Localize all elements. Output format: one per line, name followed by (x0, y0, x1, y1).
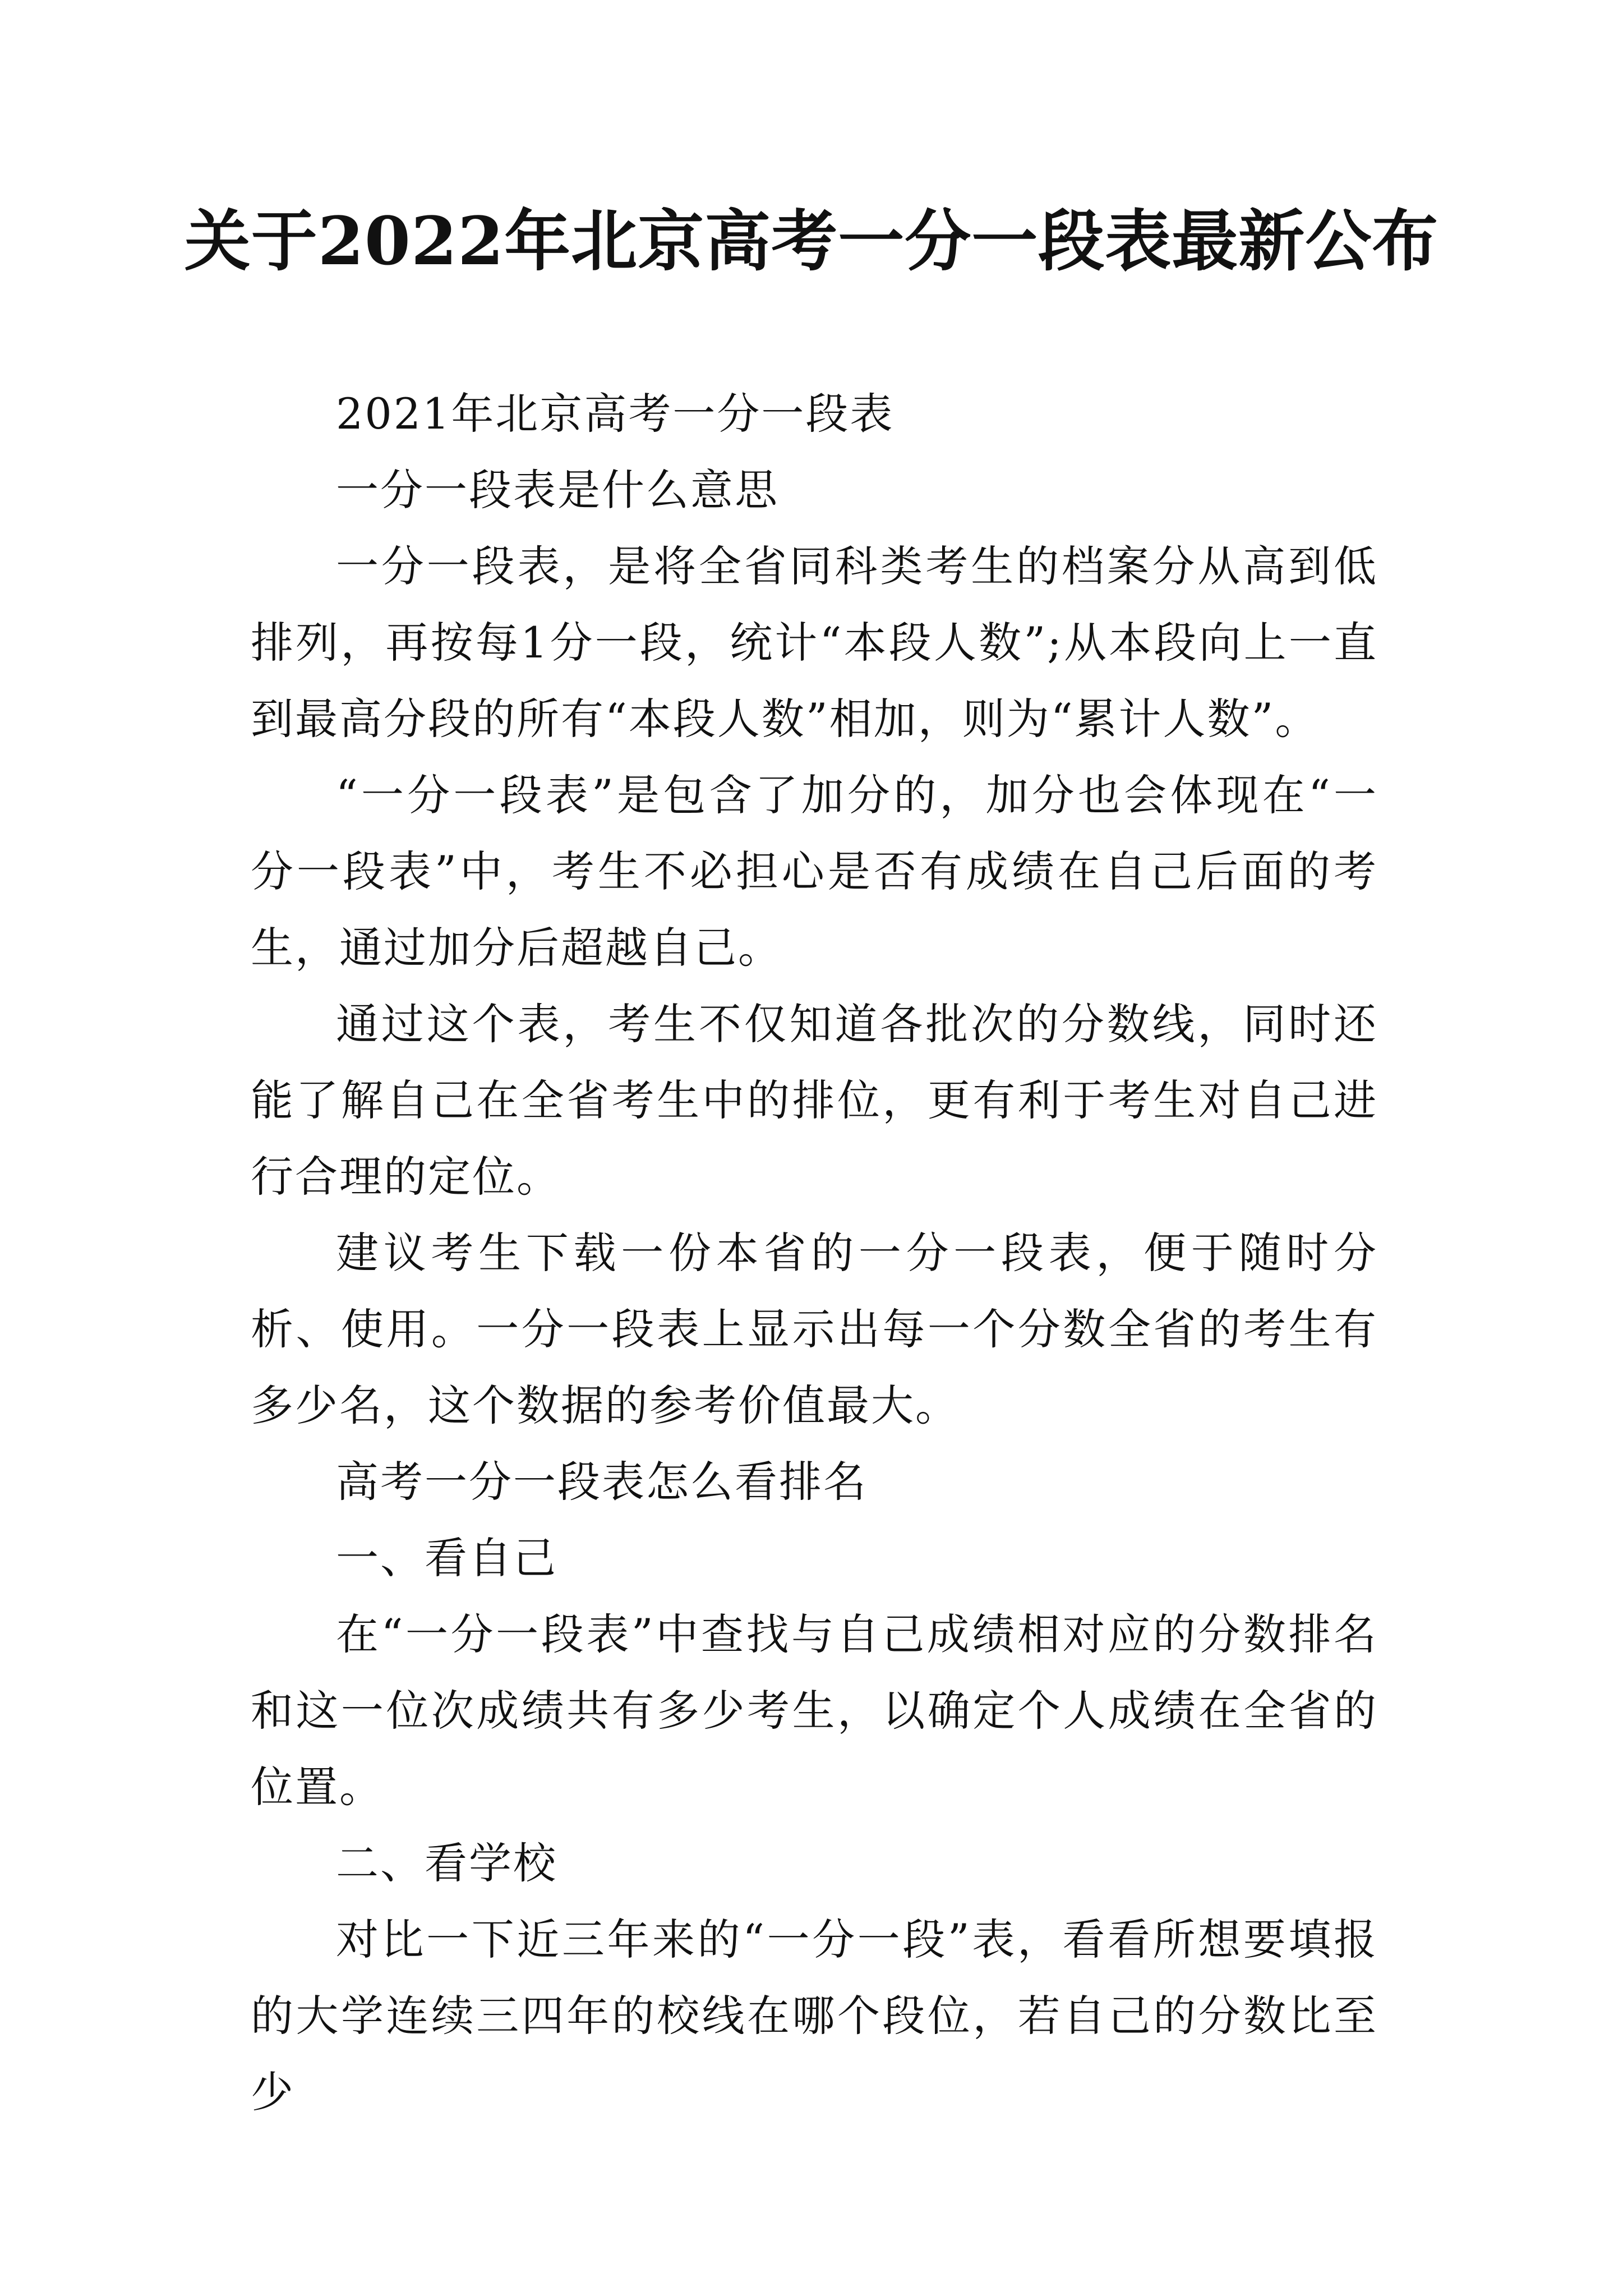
document-body (251, 376, 1378, 2131)
paragraph-heading-2021-table: 2021年北京高考一分一段表 (336, 389, 895, 439)
paragraph-heading-self: 一、看自己 (336, 1533, 557, 1583)
paragraph-school-detail: 对比一下近三年来的“一分一段”表，看看所想要填报的大学连续三四年的校线在哪个段位，若自己的分数比至少 (251, 1915, 1378, 2117)
paragraph-ranking-purpose: 通过这个表，考生不仅知道各批次的分数线，同时还能了解自己在全省考生中的排位，更有利于考生对自己进行合理的定位。 (251, 999, 1378, 1202)
paragraph-download-advice: 建议考生下载一份本省的一分一段表，便于随时分析、使用。一分一段表上显示出每一个分数全省的考生有多少名，这个数据的参考价值最大。 (251, 1228, 1378, 1430)
paragraph-bonus-points: “一分一段表”是包含了加分的，加分也会体现在“一分一段表”中，考生不必担心是否有成绩在自己后面的考生，通过加分后超越自己。 (251, 770, 1378, 973)
document-title: 关于2022年北京高考一分一段表最新公布 (184, 202, 1439, 280)
paragraph-heading-meaning: 一分一段表是什么意思 (336, 465, 779, 515)
paragraph-definition: 一分一段表，是将全省同科类考生的档案分从高到低排列，再按每1分一段，统计“本段人数”;从本段向上一直到最高分段的所有“本段人数”相加，则为“累计人数”。 (251, 541, 1378, 744)
paragraph-heading-school: 二、看学校 (336, 1838, 557, 1888)
paragraph-self-detail: 在“一分一段表”中查找与自己成绩相对应的分数排名和这一位次成绩共有多少考生，以确定个人成绩在全省的位置。 (251, 1609, 1378, 1812)
paragraph-heading-how-to-read: 高考一分一段表怎么看排名 (336, 1457, 868, 1507)
